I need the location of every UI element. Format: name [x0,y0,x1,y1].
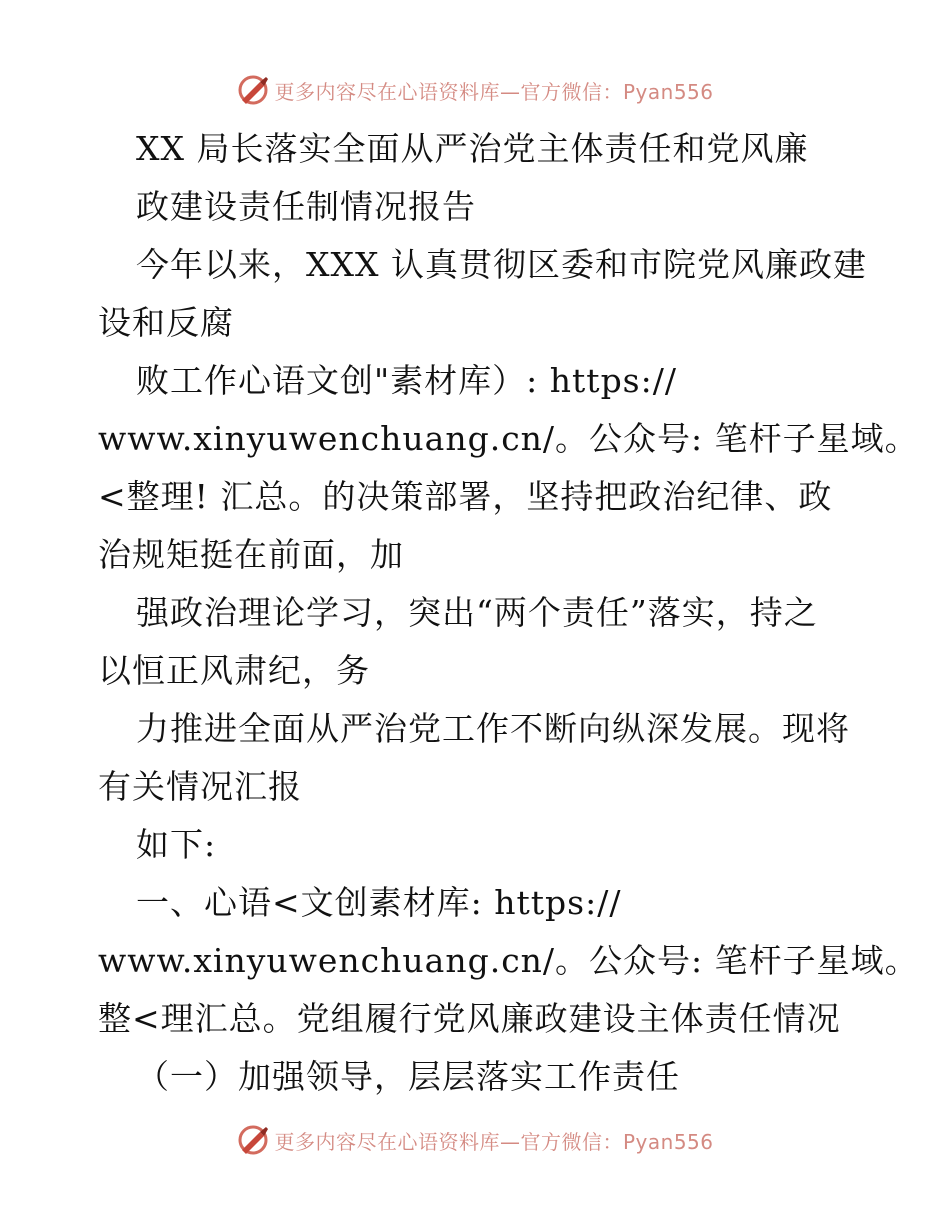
document-line: 设和反腐 [98,303,234,342]
watermark-footer [0,1120,950,1160]
document-line: 今年以来，XXX 认真贯彻区委和市院党风廉政建 [136,245,867,284]
document-line: 有关情况汇报 [98,767,302,806]
watermark-text: 更多内容尽在心语资料库—官方微信：Pyan556 [274,1129,714,1154]
watermark-text: 更多内容尽在心语资料库—官方微信：Pyan556 [274,79,714,104]
document-line: 如下: [136,825,217,864]
document-line: 败工作心语文创"素材库）: https:// [136,361,677,400]
document-line: XX 局长落实全面从严治党主体责任和党风廉 [136,129,809,168]
document-line: 力推进全面从严治党工作不断向纵深发展。现将 [136,709,850,748]
document-line: www.xinyuwenchuang.cn/。公众号: 笔杆子星域。 [98,419,919,458]
pen-logo-icon [236,1123,270,1157]
document-line: 以恒正风肃纪，务 [98,651,370,690]
document-line: 整<理汇总。党组履行党风廉政建设主体责任情况 [98,999,841,1038]
document-line: 强政治理论学习，突出“两个责任”落实，持之 [136,593,818,632]
document-line: 政建设责任制情况报告 [136,187,476,226]
document-body [98,120,919,1106]
document-line: <整理! 汇总。的决策部署，坚持把政治纪律、政 [98,477,833,516]
pen-logo-icon [236,73,270,107]
document-line: 一、心语<文创素材库: https:// [136,883,622,922]
document-line: 治规矩挺在前面，加 [98,535,404,574]
watermark-header [0,70,950,110]
document-line: www.xinyuwenchuang.cn/。公众号: 笔杆子星域。 [98,941,919,980]
document-line: （一）加强领导，层层落实工作责任 [136,1057,680,1096]
